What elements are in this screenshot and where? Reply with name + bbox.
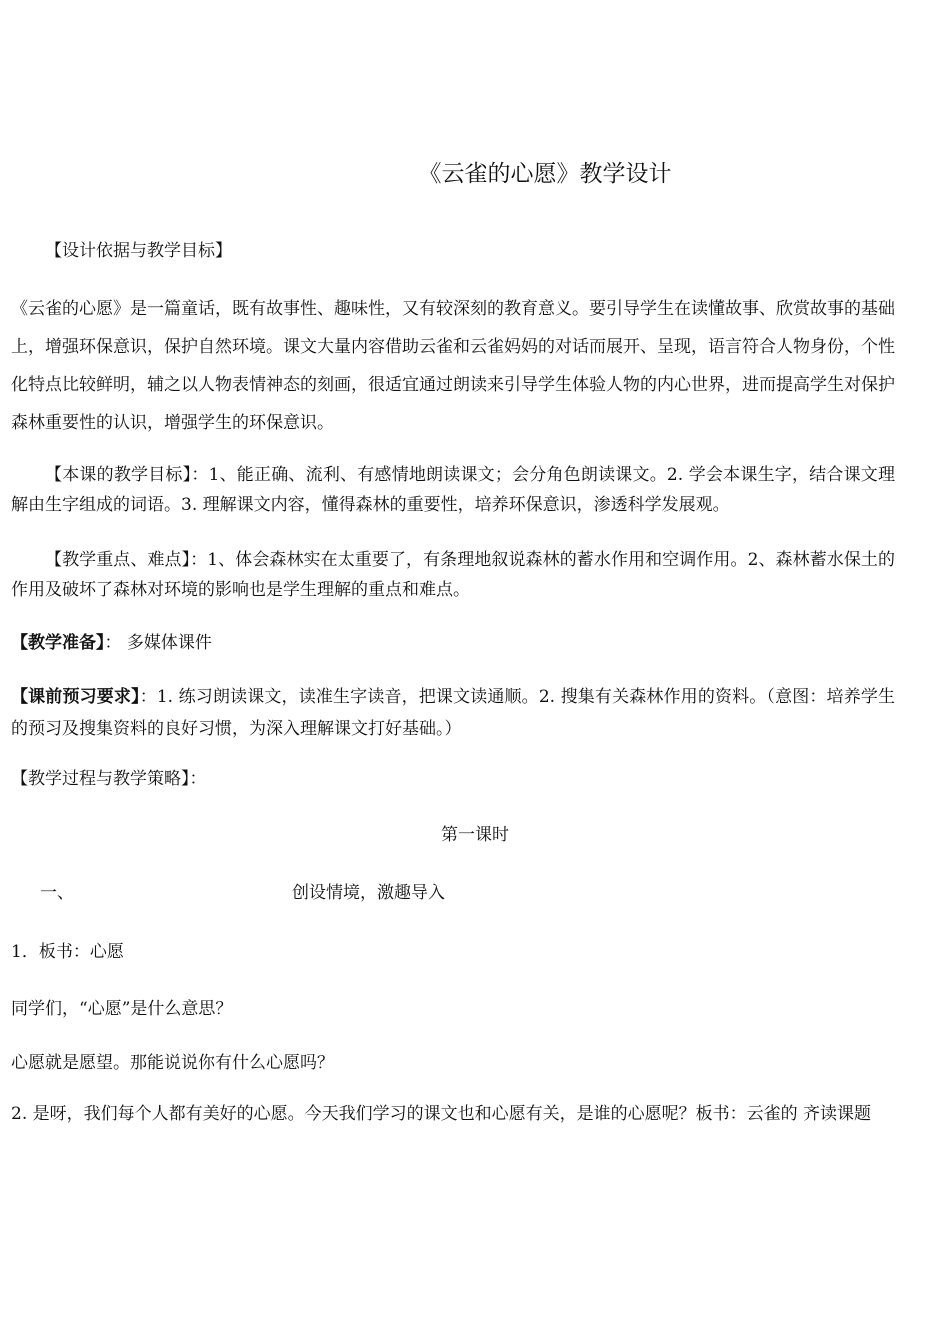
line-1: 1．板书：心愿 <box>11 942 124 962</box>
step-one-number: 一、 <box>40 883 74 903</box>
goals-label: 【本课的教学目标】 <box>45 465 192 485</box>
line-2: 同学们，“心愿”是什么意思？ <box>11 999 233 1019</box>
document-title: 《云雀的心愿》教学设计 <box>418 161 672 187</box>
line-3: 心愿就是愿望。那能说说你有什么心愿吗？ <box>11 1053 334 1073</box>
intro-paragraph: 《云雀的心愿》是一篇童话，既有故事性、趣味性，又有较深刻的教育意义。要引导学生在读懂故事、欣赏故事的基础上，增强环保意识，保护自然环境。课文大量内容借助云雀和云雀妈妈的对话而展开、呈现，语言符合人物身份，个性化特点比较鲜明，辅之以人物表情神态的刻画，很适宜通过朗读来引导学生体验人物的内心世界，进而提高学生对保护森林重要性的认识，增强学生的环保意识。 <box>11 299 895 433</box>
key-points-label: 【教学重点、难点】 <box>45 550 191 570</box>
goals-paragraph <box>11 460 895 520</box>
process-heading: 【教学过程与教学策略】： <box>11 769 207 789</box>
step-one-title: 创设情境，激趣导入 <box>292 883 445 903</box>
goals-text: ：1、能正确、流利、有感情地朗读课文；会分角色朗读课文。2. 学会本课生字，结合课文理解由生字组成的词语。3. 理解课文内容，懂得森林的重要性，培养环保意识，渗透科学发展观。 <box>11 465 895 515</box>
preview-paragraph <box>11 681 895 745</box>
key-points-text: ：1、体会森林实在太重要了，有条理地叙说森林的蓄水作用和空调作用。2、森林蓄水保土的作用及破坏了森林对环境的影响也是学生理解的重点和难点。 <box>11 550 895 600</box>
preview-label: 【课前预习要求】 <box>11 687 140 707</box>
lesson-heading: 第一课时 <box>441 825 509 845</box>
preparation-text: ： 多媒体课件 <box>104 633 212 653</box>
final-paragraph: 2. 是呀，我们每个人都有美好的心愿。今天我们学习的课文也和心愿有关，是谁的心愿呢？板书：云雀的 齐读课题 <box>11 1104 872 1124</box>
preparation-paragraph <box>11 624 895 662</box>
preview-text: ：1. 练习朗读课文，读准生字读音，把课文读通顺。2. 搜集有关森林作用的资料。（意图：培养学生的预习及搜集资料的良好习惯，为深入理解课文打好基础。） <box>11 687 895 739</box>
basis-heading: 【设计依据与教学目标】 <box>45 241 232 261</box>
key-points-paragraph <box>11 545 895 605</box>
preparation-label: 【教学准备】 <box>11 633 105 653</box>
